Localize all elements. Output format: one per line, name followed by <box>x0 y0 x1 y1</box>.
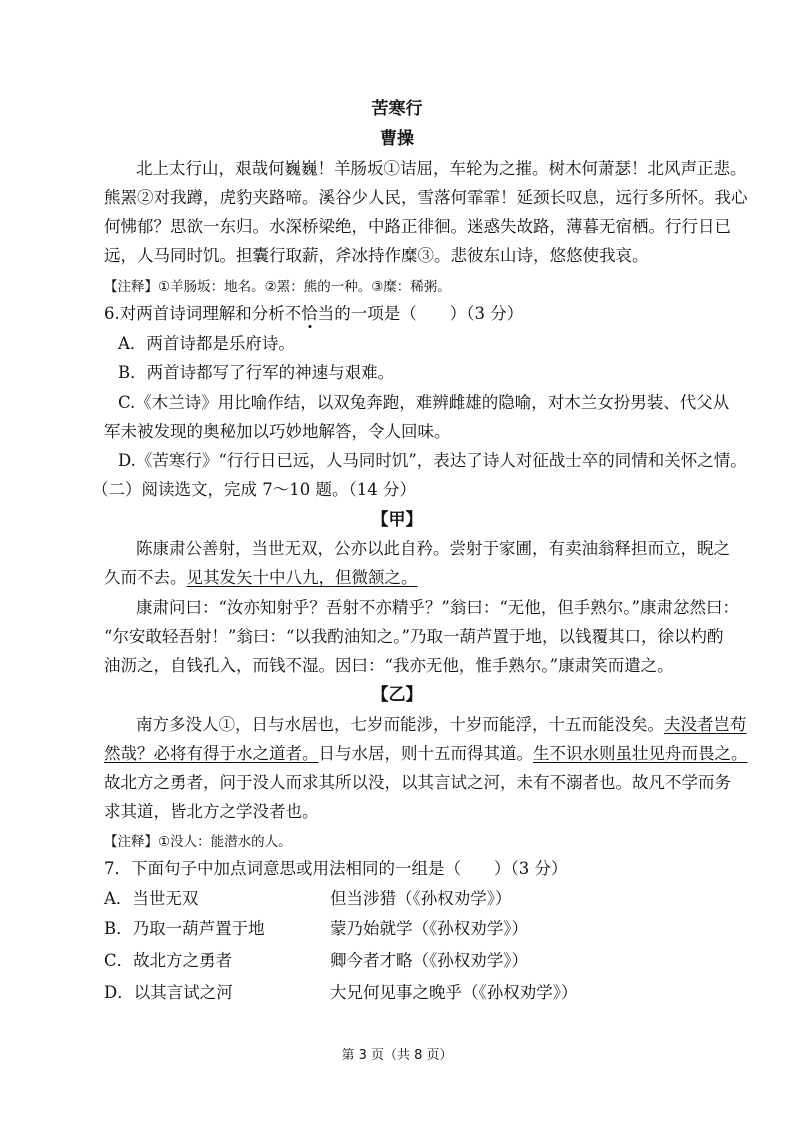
q6-option-c: C.《木兰诗》用比喻作结，以双兔奔跑，难辨雌雄的隐喻，对木兰女扮男装、代父从 <box>118 393 730 412</box>
q7-row-c-right: 卿今者才略（《孙权劝学》） <box>330 951 528 970</box>
q6-stem-emphasis: 不恰当 <box>284 304 335 323</box>
q6-stem-c: 的一项是（ ）（3 分） <box>334 304 524 323</box>
q7-row-b-left: B．乃取一葫芦置于地 <box>104 919 265 938</box>
yi-underlined-2: 生不识水则虽壮见舟而畏之。 <box>533 744 748 763</box>
q7-row-c-left: C．故北方之勇者 <box>104 951 233 970</box>
poem-line-1: 北上太行山，艰哉何巍巍！羊肠坂①诘屈，车轮为之摧。树木何萧瑟！北风声正悲。 <box>136 159 747 178</box>
yi-line-2 <box>104 743 748 765</box>
jia-p1-line-2 <box>104 567 724 589</box>
jia-p2-line-2: “尔安敢轻吾射！”翁曰：“以我酌油知之。”乃取一葫芦置于地，以钱覆其口，徐以杓酌 <box>104 627 724 646</box>
yi-line-4: 求其道，皆北方之学没者也。 <box>104 802 319 821</box>
q6-option-d: D.《苦寒行》“行行日已远，人马同时饥”，表达了诗人对征战士卒的同情和关怀之情。 <box>118 451 747 470</box>
yi-label: 【乙】 <box>371 685 423 705</box>
poem-title: 苦寒行 <box>371 99 423 119</box>
poem-author: 曹操 <box>380 129 414 149</box>
page-footer: 第 3 页（共 8 页） <box>341 1048 453 1063</box>
poem-line-4: 远，人马同时饥。担囊行取薪，斧冰持作糜③。悲彼东山诗，悠悠使我哀。 <box>104 246 649 265</box>
q7-row-a-left: A．当世无双 <box>104 889 199 908</box>
yi-line-2b: 日与水居，则十五而得其道。 <box>318 744 533 763</box>
yi-note: 【注释】①没人：能潜水的人。 <box>104 834 292 850</box>
q7-row-d-right: 大兄何见事之晚乎（《孙权劝学》） <box>330 983 578 1002</box>
yi-underlined-1-cont: 然哉？必将有得于水之道者。 <box>104 744 319 763</box>
yi-line-1 <box>136 714 756 736</box>
poem-line-2: 熊罴②对我蹲，虎豹夹路啼。溪谷少人民，雪落何霏霏！延颈长叹息，远行多所怀。我心 <box>104 188 748 207</box>
q7-row-d-left: D．以其言试之河 <box>104 983 233 1002</box>
q6-option-b: B．两首诗都写了行军的神速与艰难。 <box>118 363 395 382</box>
jia-label: 【甲】 <box>371 510 423 530</box>
q6-option-a: A．两首诗都是乐府诗。 <box>118 334 295 353</box>
jia-p2-line-1: 康肃问曰：“汝亦知射乎？吾射不亦精乎？”翁曰：“无他，但手熟尔。”康肃忿然曰： <box>136 598 739 617</box>
yi-line-3: 故北方之勇者，问于没人而求其所以没，以其言试之河，未有不溺者也。故凡不学而务 <box>104 773 731 792</box>
jia-underlined-sentence: 见其发矢十中八九，但微颔之。 <box>186 568 418 587</box>
yi-underlined-1: 夫没者岂苟 <box>664 715 747 734</box>
yi-line-1a: 南方多没人①，日与水居也，七岁而能涉，十岁而能浮，十五而能没矣。 <box>136 715 664 734</box>
jia-p1-line-1: 陈康肃公善射，当世无双，公亦以此自矜。尝射于家圃，有卖油翁释担而立，睨之 <box>136 539 730 558</box>
section-2-heading: （二）阅读选文，完成 7～10 题。（14 分） <box>92 480 416 499</box>
jia-p2-line-3: 油沥之，自钱孔入，而钱不湿。因曰：“我亦无他，惟手熟尔。”康肃笑而遣之。 <box>104 656 674 675</box>
poem-line-3: 何怫郁？思欲一东归。水深桥梁绝，中路正徘徊。迷惑失故路，薄暮无宿栖。行行日已 <box>104 217 731 236</box>
q7-row-a-right: 但当涉猎（《孙权劝学》） <box>330 889 512 908</box>
question-6-stem <box>104 303 724 325</box>
poem-note: 【注释】①羊肠坂：地名。②罴：熊的一种。③糜：稀粥。 <box>104 279 451 295</box>
q6-option-c-cont: 军未被发现的奥秘加以巧妙地解答，令人回味。 <box>104 422 451 441</box>
jia-p1-line-2a: 久而不去。 <box>104 568 187 587</box>
q7-row-b-right: 蒙乃始就学（《孙权劝学》） <box>330 919 528 938</box>
q6-stem-a: 6.对两首诗词理解和分析 <box>104 304 285 323</box>
question-7-stem: 7．下面句子中加点词意思或用法相同的一组是（ ）（3 分） <box>104 859 568 878</box>
